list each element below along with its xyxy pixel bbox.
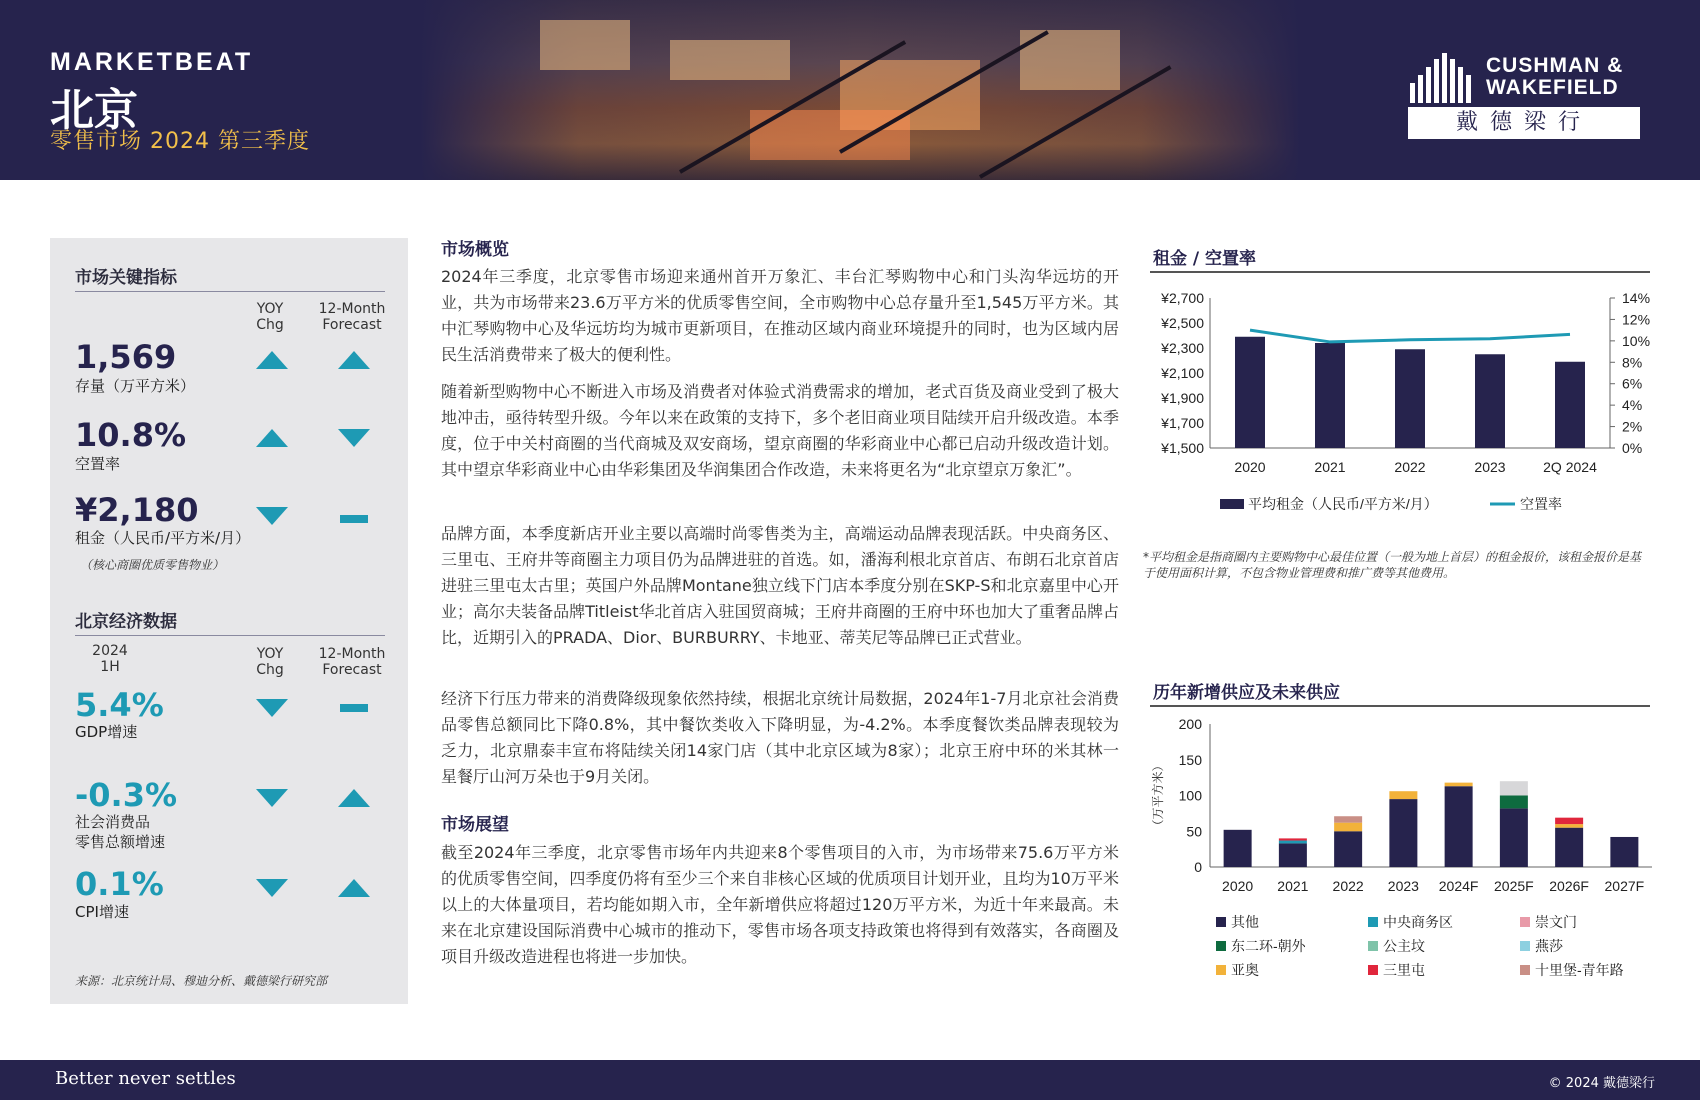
overview-title: 市场概览	[441, 240, 509, 260]
metric-cpi-value: 0.1%	[75, 865, 164, 903]
x-tick-label: 2023	[1387, 878, 1419, 894]
logo-bars-icon	[1408, 53, 1478, 103]
x-tick-label: 2021	[1277, 878, 1309, 894]
brand-marketbeat: MARKETBEAT	[50, 48, 254, 76]
legend-label: 三里屯	[1383, 962, 1425, 978]
x-tick-label: 2027F	[1604, 878, 1645, 894]
supply-bar-segment	[1334, 831, 1362, 867]
left-tick-label: ¥1,900	[1161, 390, 1204, 406]
legend-label: 公主坟	[1383, 938, 1425, 954]
yoy-down-arrow-icon	[256, 507, 288, 525]
metric-cpi-label: CPI增速	[75, 903, 129, 921]
supply-bar-segment	[1224, 830, 1252, 867]
supply-bar-segment	[1445, 783, 1473, 787]
overview-paragraph-2: 随着新型购物中心不断进入市场及消费者对体验式消费需求的增加，老式百货及商业受到了极大地冲击，亟待转型升级。今年以来在政策的支持下，多个老旧商业项目陆续开启升级改造。本季度，位于中关村商圈的当代商城及双安商场，望京商圈的华彩商业中心都已启动升级改造计划。其中望京华彩商业中心由华彩集团及华润集团合作改造，未来将更名为“北京望京万象汇”。	[441, 382, 1119, 479]
x-tick-label: 2023	[1474, 459, 1506, 475]
rent-bar	[1315, 343, 1345, 448]
x-tick-label: 2020	[1234, 459, 1266, 475]
outlook-paragraph: 截至2024年三季度，北京零售市场年内共迎来8个零售项目的入市，为市场带来75.6万平方米的优质零售空间，四季度仍将有至少三个来自非核心区域的优质项目计划开业，且均为10万平米以上的大体量项目，若均能如期入市，全年新增供应将超过120万平方米，为近十年来最高。未来在北京建设国际消费中心城市的推动下，零售市场各项支持政策也将得到有效落实，各商圈及项目升级改造进程也将进一步加快。	[441, 843, 1119, 966]
footer-copyright: © 2024 戴德梁行	[1548, 1076, 1655, 1091]
metric-gdp-value: 5.4%	[75, 686, 164, 724]
forecast-flat-dash-icon	[340, 515, 368, 523]
city-title: 北京	[50, 85, 138, 136]
legend-swatch	[1216, 941, 1226, 951]
supply-bar-segment	[1500, 796, 1528, 809]
legend-label-vacancy: 空置率	[1520, 496, 1562, 512]
legend-label: 亚奥	[1231, 962, 1259, 978]
chg-label: Chg	[256, 662, 284, 678]
supply-bar-segment	[1555, 828, 1583, 867]
rent-vacancy-chart	[1140, 280, 1660, 520]
y-axis-label: （万平方米）	[1151, 759, 1165, 832]
forecast-up-arrow-icon	[338, 351, 370, 369]
legend-label: 燕莎	[1535, 938, 1563, 954]
logo-wordmark	[1486, 55, 1623, 99]
forecast-label-2: Forecast	[322, 317, 382, 333]
header-photo	[420, 0, 1300, 180]
report-subtitle: 零售市场 2024 第三季度	[50, 129, 310, 154]
legend-label: 其他	[1231, 914, 1259, 930]
supply-bar-segment	[1389, 791, 1417, 799]
overview-paragraph-3: 品牌方面，本季度新店开业主要以高端时尚零售类为主，高端运动品牌表现活跃。中央商务区、三里屯、王府井等商圈主力项目仍为品牌进驻的首选。如，潘海利根北京首店、布朗石北京首店进驻三里屯太古里；英国户外品牌Montane独立线下门店本季度分别在SKP-S和北京嘉里中心开业；高尔夫装备品牌Titleist华北首店入驻国贸商城；王府井商圈的王府中环也加大了重奢品牌占比，近期引入的PRADA、Dior、BURBURRY、卡地亚、蒂芙尼等品牌已正式营业。	[441, 524, 1119, 647]
right-tick-label: 10%	[1622, 332, 1651, 349]
y-tick-label: 200	[1178, 716, 1202, 732]
y-tick-label: 100	[1178, 787, 1202, 804]
rent-bar	[1395, 349, 1425, 448]
metric-stock-label: 存量（万平方米）	[75, 377, 196, 395]
vacancy-line	[1250, 330, 1570, 342]
supply-bar-segment	[1555, 824, 1583, 828]
forecast-label-1: 12-Month	[318, 301, 386, 317]
retail-sales-label-line-1: 社会消费品	[75, 813, 151, 831]
supply-bar-segment	[1279, 841, 1307, 844]
metric-stock-value: 1,569	[75, 338, 177, 376]
overview-paragraph-1: 2024年三季度，北京零售市场迎来通州首开万象汇、丰台汇琴购物中心和门头沟华远坊的开业，共为市场带来23.6万平方米的优质零售空间，全市购物中心总存量升至1,545万平方米。其中汇琴购物中心及华远坊均为城市更新项目，在推动区域内商业环境提升的同时，也为区域内居民生活消费带来了极大的便利性。	[441, 267, 1119, 364]
right-tick-label: 14%	[1622, 290, 1651, 306]
rent-bar	[1555, 362, 1585, 448]
metric-rent-label: 租金（人民币/平方米/月）	[75, 529, 251, 547]
metric-gdp-label: GDP增速	[75, 723, 138, 741]
outlook-title: 市场展望	[441, 815, 509, 835]
y-tick-label: 0	[1194, 859, 1202, 875]
legend-swatch	[1368, 965, 1378, 975]
rent-footnote: *平均租金是指商圈内主要购物中心最佳位置（一般为地上首层）的租金报价，该租金报价是基于使用面积计算，不包含物业管理费和推广费等其他费用。	[1143, 550, 1642, 580]
metric-rent-value: ¥2,180	[75, 491, 199, 529]
supply-bar-segment	[1445, 786, 1473, 867]
footer-tagline: Better never settles	[55, 1068, 236, 1089]
source-note: 来源：北京统计局、穆迪分析、戴德梁行研究部	[75, 974, 328, 988]
right-tick-label: 0%	[1622, 440, 1643, 456]
right-tick-label: 2%	[1622, 418, 1643, 435]
overview-paragraph-4: 经济下行压力带来的消费降级现象依然持续，根据北京统计局数据，2024年1-7月北京社会消费品零售总额同比下降0.8%，其中餐饮类收入下降明显，为-4.2%。本季度餐饮类品牌表现较为乏力，北京鼎泰丰宣布将陆续关闭14家门店（其中北京区域为8家）；北京王府中环的米其林一星餐厅山河万朵也于9月关闭。	[441, 689, 1119, 786]
left-tick-label: ¥2,300	[1161, 340, 1204, 356]
yoy-down-arrow-icon	[256, 789, 288, 807]
yoy-up-arrow-icon	[256, 429, 288, 447]
supply-bar-segment	[1334, 823, 1362, 832]
legend-swatch	[1368, 917, 1378, 927]
legend-label-rent: 平均租金（人民币/平方米/月）	[1248, 496, 1438, 512]
metric-vacancy-label: 空置率	[75, 455, 121, 473]
right-tick-label: 4%	[1622, 397, 1643, 414]
header-banner	[0, 0, 1700, 180]
rent-bar	[1235, 337, 1265, 448]
footer-bar	[0, 1060, 1700, 1100]
left-tick-label: ¥2,500	[1161, 315, 1204, 331]
forecast-column-header	[312, 301, 392, 333]
chg-label: Chg	[256, 317, 284, 333]
metric-rent-note: （核心商圈优质零售物业）	[80, 558, 225, 572]
yoy-column-header	[240, 646, 300, 678]
x-tick-label: 2024F	[1438, 878, 1479, 894]
supply-bar-segment	[1555, 818, 1583, 824]
forecast-label-1: 12-Month	[318, 646, 386, 662]
period-half: 1H	[100, 659, 120, 675]
x-tick-label: 2020	[1222, 878, 1254, 894]
divider	[75, 635, 385, 636]
x-tick-label: 2022	[1394, 459, 1426, 475]
left-tick-label: ¥1,700	[1161, 415, 1204, 431]
right-tick-label: 8%	[1622, 354, 1643, 371]
left-tick-label: ¥1,500	[1161, 440, 1204, 456]
chart-title-rule	[1150, 271, 1650, 273]
logo-line-1: CUSHMAN &	[1486, 54, 1624, 77]
legend-label: 十里堡-青年路	[1535, 962, 1624, 978]
y-tick-label: 50	[1186, 823, 1202, 840]
supply-bar-segment	[1500, 808, 1528, 867]
legend-swatch	[1520, 965, 1530, 975]
supply-bar-segment	[1610, 837, 1638, 867]
retail-sales-label-line-2: 零售总额增速	[75, 833, 166, 851]
legend-label: 东二环-朝外	[1231, 938, 1306, 954]
x-tick-label: 2026F	[1549, 878, 1589, 894]
period-year: 2024	[92, 643, 128, 659]
x-tick-label: 2Q 2024	[1543, 459, 1597, 475]
period-column-header	[80, 643, 140, 675]
yoy-down-arrow-icon	[256, 699, 288, 717]
supply-bar-segment	[1279, 843, 1307, 867]
divider	[75, 291, 385, 292]
supply-chart	[1140, 712, 1660, 1002]
forecast-down-arrow-icon	[338, 429, 370, 447]
cushman-wakefield-logo	[1408, 45, 1640, 137]
chart-title-rule	[1150, 705, 1650, 707]
forecast-up-arrow-icon	[338, 789, 370, 807]
forecast-column-header	[312, 646, 392, 678]
right-tick-label: 6%	[1622, 375, 1643, 392]
legend-swatch	[1216, 917, 1226, 927]
supply-bar-segment	[1389, 799, 1417, 867]
rent-vacancy-chart-title: 租金 / 空置率	[1153, 249, 1257, 269]
legend-swatch-rent	[1220, 499, 1244, 509]
supply-bar-segment	[1279, 838, 1307, 840]
legend-swatch	[1520, 941, 1530, 951]
y-tick-label: 150	[1178, 751, 1202, 768]
supply-chart-title: 历年新增供应及未来供应	[1153, 683, 1340, 703]
legend-label: 崇文门	[1535, 914, 1577, 930]
legend-swatch	[1216, 965, 1226, 975]
legend-label: 中央商务区	[1383, 914, 1453, 930]
x-tick-label: 2025F	[1494, 878, 1534, 894]
forecast-up-arrow-icon	[338, 879, 370, 897]
yoy-label: YOY	[256, 301, 284, 317]
x-tick-label: 2022	[1332, 878, 1364, 894]
yoy-up-arrow-icon	[256, 351, 288, 369]
yoy-down-arrow-icon	[256, 879, 288, 897]
x-tick-label: 2021	[1314, 459, 1346, 475]
forecast-flat-dash-icon	[340, 704, 368, 712]
yoy-label: YOY	[256, 646, 284, 662]
rent-bar	[1475, 354, 1505, 448]
metric-vacancy-value: 10.8%	[75, 416, 187, 454]
logo-line-2: WAKEFIELD	[1486, 76, 1619, 99]
metric-retail-sales-label	[75, 812, 165, 852]
supply-bar-segment	[1334, 816, 1362, 822]
metric-retail-sales-value: -0.3%	[75, 776, 178, 814]
left-tick-label: ¥2,100	[1161, 365, 1204, 381]
yoy-column-header	[240, 301, 300, 333]
economic-data-title: 北京经济数据	[75, 612, 177, 632]
right-tick-label: 12%	[1622, 311, 1651, 328]
forecast-label-2: Forecast	[322, 662, 382, 678]
supply-bar-segment	[1500, 781, 1528, 795]
key-indicators-title: 市场关键指标	[75, 268, 177, 288]
left-tick-label: ¥2,700	[1161, 290, 1204, 306]
key-indicators-panel	[50, 238, 408, 1004]
legend-swatch	[1520, 917, 1530, 927]
logo-chinese: 戴德梁行	[1408, 107, 1640, 139]
legend-swatch	[1368, 941, 1378, 951]
